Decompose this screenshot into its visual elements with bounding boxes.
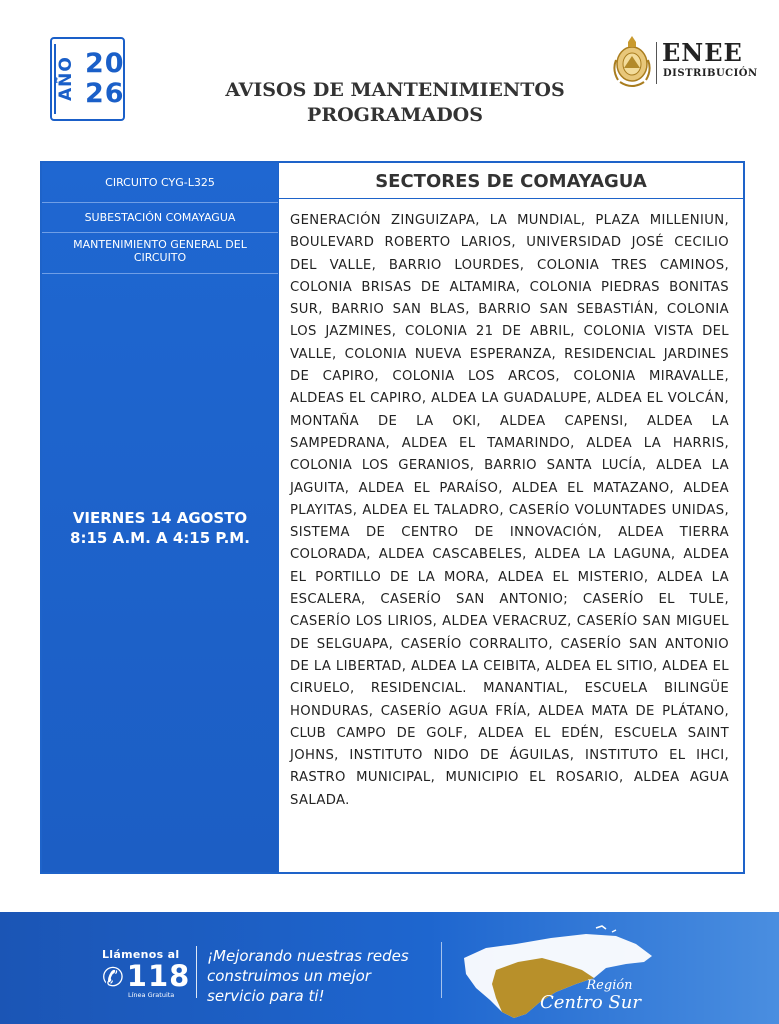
region-small: Región: [586, 978, 633, 993]
maintenance-line-1: MANTENIMIENTO GENERAL DEL: [73, 238, 247, 251]
footer-banner: [0, 912, 779, 1024]
logo-name: ENEE: [662, 38, 743, 67]
footer-divider: [196, 946, 197, 998]
maintenance-line-2: CIRCUITO: [133, 251, 187, 264]
schedule-date: VIERNES 14 AGOSTO: [72, 509, 248, 527]
slogan-line-3: servicio para ti!: [207, 987, 325, 1005]
logo-subtitle: DISTRIBUCIÓN: [663, 68, 758, 79]
hotline-number-row: [102, 961, 190, 993]
coat-of-arms-icon: [610, 34, 654, 90]
slogan-line-1: ¡Mejorando nuestras redes: [207, 947, 409, 965]
region-label: [540, 978, 641, 1013]
region-name: Centro Sur: [540, 992, 641, 1013]
sectors-title: SECTORES DE COMAYAGUA: [278, 163, 743, 199]
title-line-2: PROGRAMADOS: [307, 104, 483, 126]
hotline-sub: Línea Gratuita: [128, 991, 175, 999]
year-label: AÑO: [54, 44, 79, 114]
sectors-body: [278, 199, 743, 872]
year-top: 20: [85, 48, 125, 79]
sectors-column: [278, 163, 743, 872]
sectors-list: GENERACIÓN ZINGUIZAPA, LA MUNDIAL, PLAZA MILLENIUN, BOULEVARD ROBERTO LARIOS, UNIVERSIDAD JOSÉ CECILIO DEL VALLE, BARRIO LOURDES, COLONIA TRES CAMINOS, COLONIA BRISAS DE ALTAMIRA, COLONIA PIEDRAS BONITAS SUR, BARRIO SAN BLAS, BARRIO SAN SEBASTIÁN, COLONIA LOS JAZMINES, COLONIA 21 DE ABRIL, COLONIA VISTA DEL VALLE, COLONIA NUEVA ESPERANZA, RESIDENCIAL JARDINES DE CAPIRO, COLONIA LOS ARCOS, COLONIA MIRAVALLE, ALDEAS EL CAPIRO, ALDEA LA GUADALUPE, ALDEA EL VOLCÁN, MONTAÑA DE LA OKI, ALDEA CAPENSI, ALDEA LA SAMPEDRANA, ALDEA EL TAMARINDO, ALDEA LA HARRIS, COLONIA LOS GERANIOS, BARRIO SANTA LUCÍA, ALDEA LA JAGUITA, ALDEA EL PARAÍSO, ALDEA EL MATAZANO, ALDEA PLAYITAS, ALDEA EL TALADRO, CASERÍO VOLUNTADES UNIDAS, SISTEMA DE CENTRO DE INNOVACIÓN, ALDEA TIERRA COLORADA, ALDEA CASCABELES, ALDEA LA LAGUNA, ALDEA EL PORTILLO DE LA MORA, ALDEA EL MISTERIO, ALDEA LA ESCALERA, CASERÍO SAN ANTONIO; CASERÍO EL TULE, CASERÍO LOS LIRIOS, ALDEA VERACRUZ, CASERÍO SAN MIGUEL DE SELGUAPA, CASERÍO CORRALITO, CASERÍO SAN ANTONIO DE LA LIBERTAD, ALDEA LA CEIBITA, ALDEA EL SITIO, ALDEA EL CIRUELO, RESIDENCIAL. MANANTIAL, ESCUELA BILINGÜE HONDURAS, CASERÍO AGUA FRÍA, ALDEA MATA DE PLÁTANO, CLUB CAMPO DE GOLF, ALDEA EL EDÉN, ESCUELA SAINT JOHNS, INSTITUTO NIDO DE ÁGUILAS, INSTITUTO EL IHCI, RASTRO MUNICIPAL, MUNICIPIO EL ROSARIO, ALDEA AGUA SALADA.: [290, 213, 729, 808]
schedule: [42, 508, 278, 548]
page-title: [175, 78, 615, 128]
circuit-label: CIRCUITO CYG-L325: [42, 163, 278, 203]
maintenance-notice-card: [40, 161, 745, 874]
title-line-1: AVISOS DE MANTENIMIENTOS: [225, 79, 565, 101]
notice-details-column: [42, 163, 278, 872]
footer-divider: [441, 942, 442, 998]
maintenance-type: [42, 233, 278, 274]
hotline-label: Llámenos al: [102, 948, 180, 961]
slogan-line-2: construimos un mejor: [207, 967, 371, 985]
year-badge: [50, 37, 125, 121]
enee-logo: [610, 34, 760, 90]
schedule-time: 8:15 A.M. A 4:15 P.M.: [70, 529, 250, 547]
year-digits: [85, 49, 125, 109]
hotline: [102, 948, 190, 999]
hotline-number: 118: [126, 959, 191, 993]
slogan: [207, 946, 409, 1006]
phone-icon: ✆: [102, 963, 125, 993]
logo-divider: [656, 42, 657, 84]
substation-label: SUBESTACIÓN COMAYAGUA: [42, 203, 278, 233]
year-bottom: 26: [85, 78, 125, 109]
